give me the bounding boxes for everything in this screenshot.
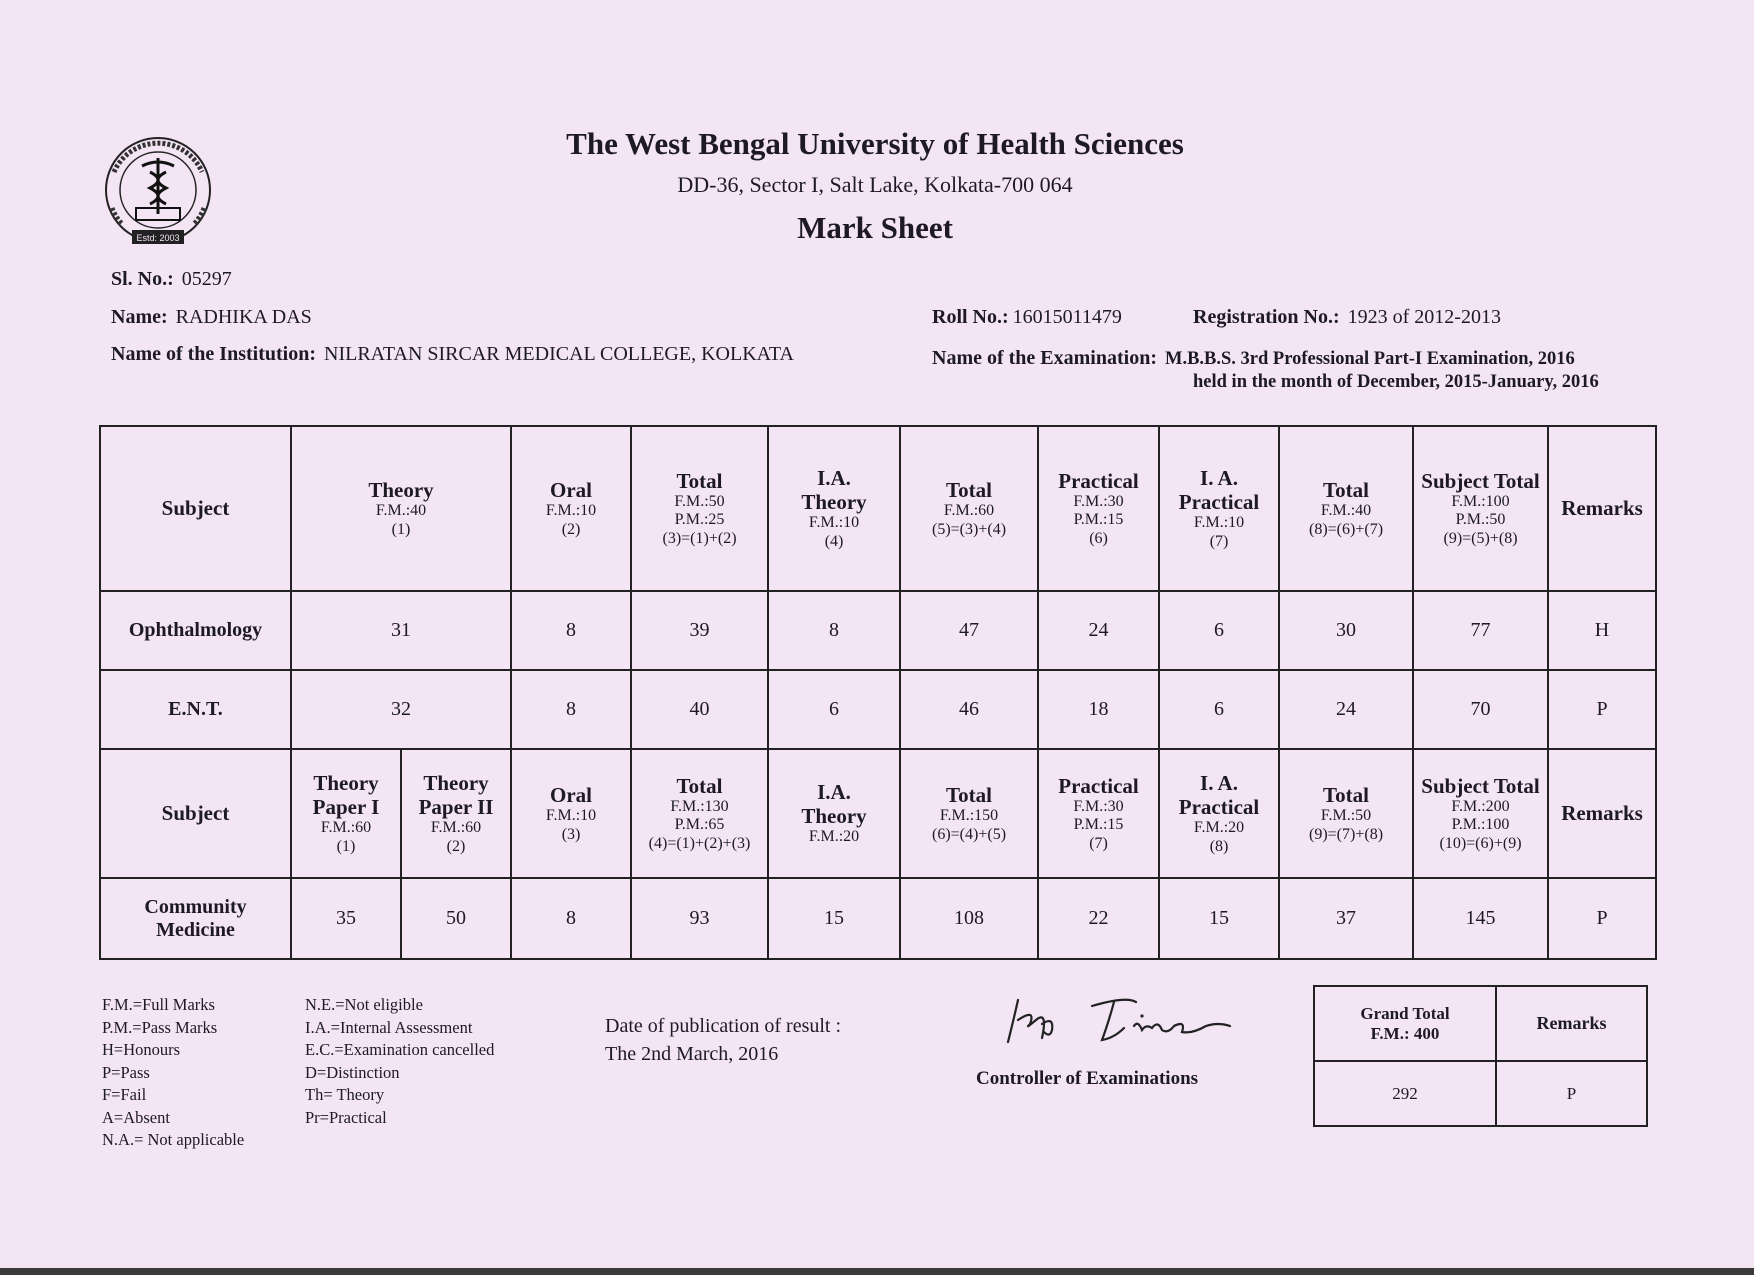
- row-subject-total: 145: [1413, 878, 1548, 959]
- registration-label: Registration No.:: [1193, 306, 1340, 328]
- row-ia-practical: 6: [1159, 670, 1279, 749]
- row-ia-theory: 6: [768, 670, 900, 749]
- grand-total-value: 292: [1314, 1061, 1496, 1126]
- row-paper2: 50: [401, 878, 511, 959]
- publication-date: Date of publication of result : The 2nd March, 2016: [605, 1015, 842, 1065]
- row-ia-practical: 15: [1159, 878, 1279, 959]
- t1-ia-theory-header: I.A. Theory F.M.:10 (4): [768, 426, 900, 591]
- row-total1: 93: [631, 878, 768, 959]
- examination: [932, 347, 1575, 370]
- grand-remarks-header: Remarks: [1496, 986, 1647, 1061]
- t1-total1-header: Total F.M.:50 P.M.:25 (3)=(1)+(2): [631, 426, 768, 591]
- university-name: The West Bengal University of Health Sciences: [566, 126, 1184, 161]
- student-name: [111, 306, 312, 329]
- grand-total-table: [1313, 985, 1648, 1127]
- row-total3: 24: [1279, 670, 1413, 749]
- t1-oral-header: Oral F.M.:10 (2): [511, 426, 631, 591]
- t2-ia-practical-header: I. A. Practical F.M.:20 (8): [1159, 749, 1279, 878]
- row-subject: Community Medicine: [100, 878, 291, 959]
- name-label: Name:: [111, 306, 168, 328]
- serial-value: 05297: [181, 268, 232, 290]
- exam-held-line: [1193, 372, 1599, 393]
- legend-left: F.M.=Full Marks P.M.=Pass Marks H=Honours P=Pass F=Fail A=Absent N.A.= Not applicable: [102, 995, 245, 1149]
- legend-middle: N.E.=Not eligible I.A.=Internal Assessment E.C.=Examination cancelled D=Distinction Th= Theory Pr=Practical: [305, 995, 495, 1127]
- row-oral: 8: [511, 670, 631, 749]
- row-practical: 22: [1038, 878, 1159, 959]
- row-total2: 46: [900, 670, 1038, 749]
- t1-remarks-header: Remarks: [1548, 426, 1656, 591]
- institution: [111, 343, 794, 366]
- row-subject: Ophthalmology: [100, 591, 291, 670]
- controller-signature: [996, 990, 1236, 1060]
- exam-label: Name of the Examination:: [932, 347, 1157, 369]
- roll-number: [932, 306, 1122, 329]
- row-ia-theory: 15: [768, 878, 900, 959]
- t1-subject-total-header: Subject Total F.M.:100 P.M.:50 (9)=(5)+(8): [1413, 426, 1548, 591]
- row-subject-total: 77: [1413, 591, 1548, 670]
- row-total1: 40: [631, 670, 768, 749]
- row-total2: 108: [900, 878, 1038, 959]
- page-title: Mark Sheet: [797, 210, 953, 245]
- grand-total-header: Grand Total F.M.: 400: [1314, 986, 1496, 1061]
- table2-header-row: [100, 749, 1656, 878]
- grand-remarks-value: P: [1496, 1061, 1647, 1126]
- table-row: [100, 670, 1656, 749]
- t2-practical-header: Practical F.M.:30 P.M.:15 (7): [1038, 749, 1159, 878]
- row-practical: 24: [1038, 591, 1159, 670]
- institution-value: NILRATAN SIRCAR MEDICAL COLLEGE, KOLKATA: [324, 343, 794, 365]
- t2-total3-header: Total F.M.:50 (9)=(7)+(8): [1279, 749, 1413, 878]
- t2-remarks-header: Remarks: [1548, 749, 1656, 878]
- university-address: DD-36, Sector I, Salt Lake, Kolkata-700 064: [677, 172, 1073, 197]
- institution-label: Name of the Institution:: [111, 343, 316, 365]
- marks-table: [99, 425, 1657, 960]
- row-practical: 18: [1038, 670, 1159, 749]
- row-ia-practical: 6: [1159, 591, 1279, 670]
- t2-ia-theory-header: I.A. Theory F.M.:20: [768, 749, 900, 878]
- university-seal-icon: [92, 132, 224, 250]
- registration-number: [1193, 306, 1501, 329]
- t2-total1-header: Total F.M.:130 P.M.:65 (4)=(1)+(2)+(3): [631, 749, 768, 878]
- row-theory: 31: [291, 591, 511, 670]
- row-remarks: P: [1548, 670, 1656, 749]
- name-value: RADHIKA DAS: [175, 306, 312, 328]
- registration-value: 1923 of 2012-2013: [1347, 306, 1501, 328]
- serial-number: [111, 268, 232, 291]
- table-row: [100, 591, 1656, 670]
- row-total2: 47: [900, 591, 1038, 670]
- controller-of-examinations: Controller of Examinations: [976, 1068, 1199, 1089]
- t1-total2-header: Total F.M.:60 (5)=(3)+(4): [900, 426, 1038, 591]
- table1-header-row: [100, 426, 1656, 591]
- t2-paper1-header: Theory Paper I F.M.:60 (1): [291, 749, 401, 878]
- roll-label: Roll No.:: [932, 306, 1009, 328]
- row-subject: E.N.T.: [100, 670, 291, 749]
- table-row: [100, 878, 1656, 959]
- t2-oral-header: Oral F.M.:10 (3): [511, 749, 631, 878]
- row-total3: 37: [1279, 878, 1413, 959]
- scan-edge: [0, 1268, 1754, 1275]
- row-paper1: 35: [291, 878, 401, 959]
- t2-subject-total-header: Subject Total F.M.:200 P.M.:100 (10)=(6)+(9): [1413, 749, 1548, 878]
- serial-label: Sl. No.:: [111, 268, 174, 290]
- row-theory: 32: [291, 670, 511, 749]
- t2-paper2-header: Theory Paper II F.M.:60 (2): [401, 749, 511, 878]
- row-subject-total: 70: [1413, 670, 1548, 749]
- logo-estd-text: Estd: 2003: [136, 233, 180, 243]
- t2-total2-header: Total F.M.:150 (6)=(4)+(5): [900, 749, 1038, 878]
- row-oral: 8: [511, 878, 631, 959]
- t1-theory-header: Theory F.M.:40 (1): [291, 426, 511, 591]
- t1-practical-header: Practical F.M.:30 P.M.:15 (6): [1038, 426, 1159, 591]
- row-total1: 39: [631, 591, 768, 670]
- exam-value-line2: held in the month of December, 2015-January, 2016: [1193, 372, 1599, 392]
- exam-value-line1: M.B.B.S. 3rd Professional Part-I Examination, 2016: [1164, 349, 1575, 369]
- row-total3: 30: [1279, 591, 1413, 670]
- t2-subject-header: Subject: [100, 749, 291, 878]
- row-ia-theory: 8: [768, 591, 900, 670]
- t1-subject-header: Subject: [100, 426, 291, 591]
- t1-total3-header: Total F.M.:40 (8)=(6)+(7): [1279, 426, 1413, 591]
- roll-value: 16015011479: [1012, 306, 1122, 328]
- t1-ia-practical-header: I. A. Practical F.M.:10 (7): [1159, 426, 1279, 591]
- row-remarks: P: [1548, 878, 1656, 959]
- row-remarks: H: [1548, 591, 1656, 670]
- row-oral: 8: [511, 591, 631, 670]
